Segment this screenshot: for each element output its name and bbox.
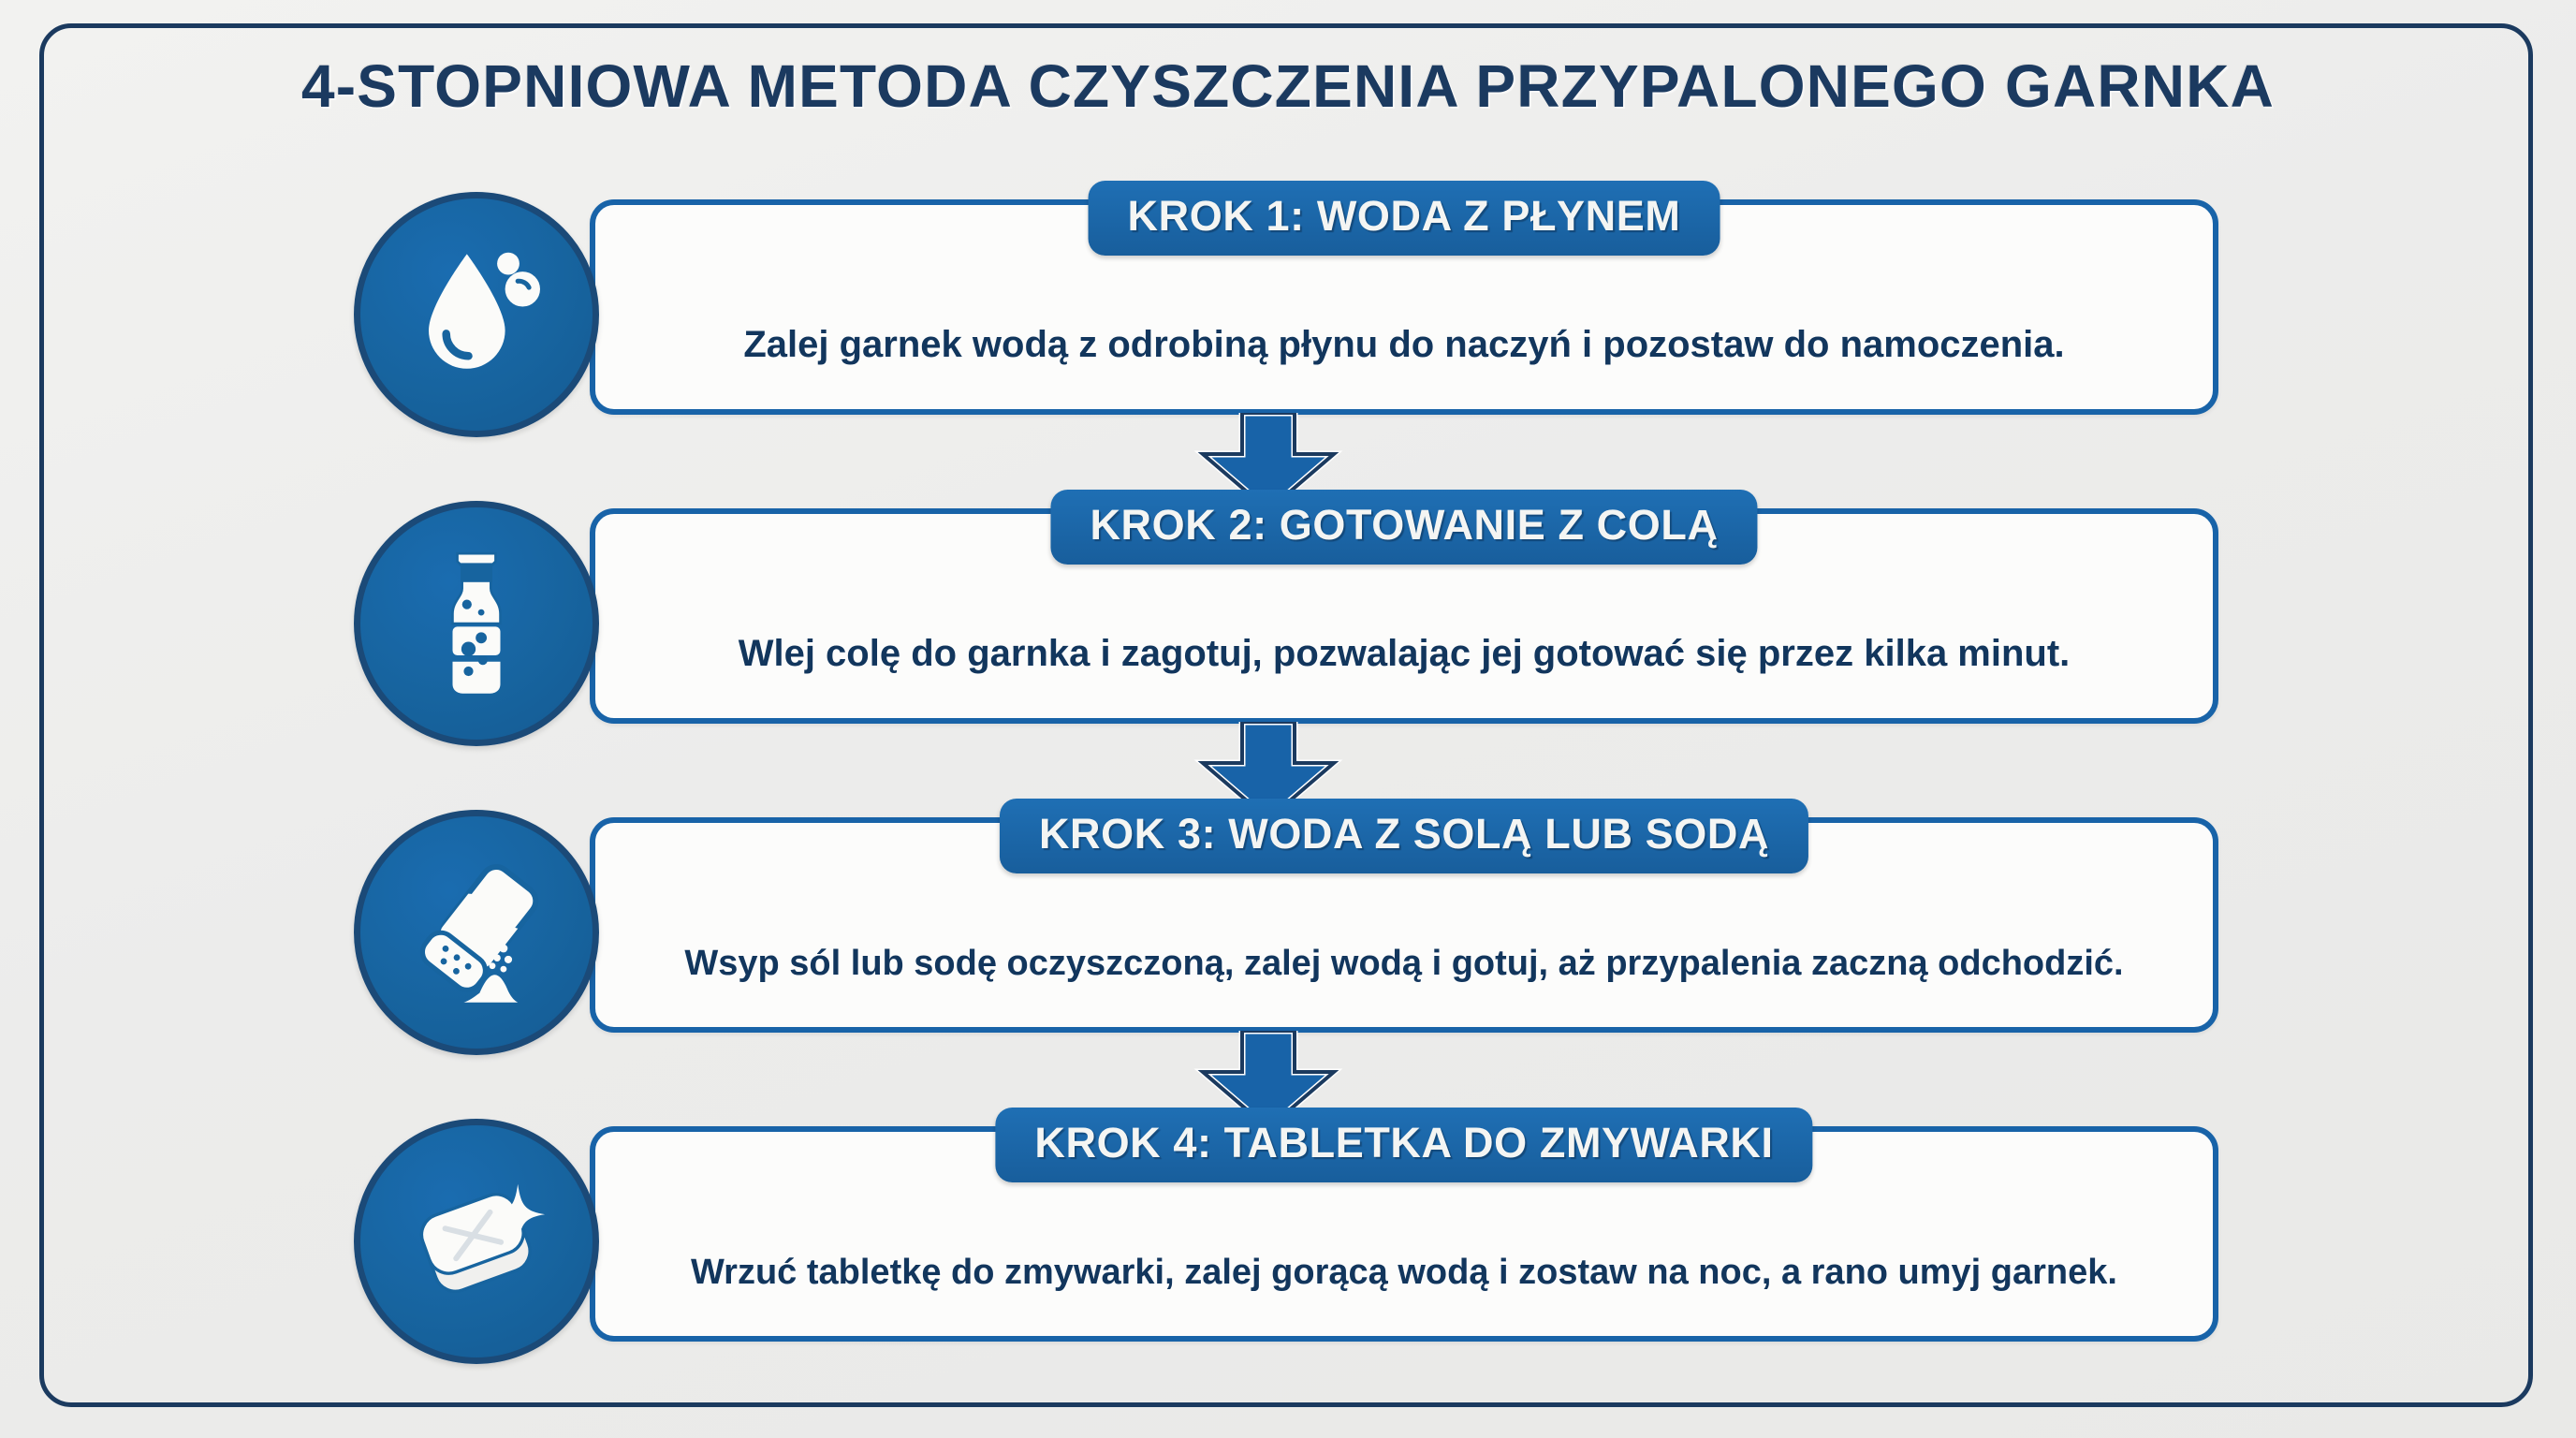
step-icon-circle-2 (354, 501, 599, 746)
step-description-2: Wlej colę do garnka i zagotuj, pozwalając jej gotować się przez kilka minut. (738, 633, 2071, 674)
step-badge-1: KROK 1: WODA Z PŁYNEM (1089, 181, 1720, 256)
step-description-1: Zalej garnek wodą z odrobiną płynu do naczyń i pozostaw do namoczenia. (743, 324, 2065, 365)
steps-list (0, 192, 2576, 1353)
step-card-4 (590, 1119, 2218, 1342)
cola-bottle-icon (397, 544, 556, 703)
step-item-2 (0, 501, 2576, 735)
step-icon-circle-1 (354, 192, 599, 437)
step-badge-3: KROK 3: WODA Z SOLĄ LUB SODĄ (1000, 799, 1808, 873)
step-badge-2: KROK 2: GOTOWANIE Z COLĄ (1050, 490, 1757, 565)
salt-shaker-icon (397, 853, 556, 1012)
step-card-2 (590, 501, 2218, 724)
step-badge-4: KROK 4: TABLETKA DO ZMYWARKI (995, 1108, 1812, 1182)
page-title: 4-STOPNIOWA METODA CZYSZCZENIA PRZYPALONEGO GARNKA (300, 52, 2276, 120)
dishwasher-tablet-icon (397, 1162, 556, 1321)
step-description-4: Wrzuć tabletkę do zmywarki, zalej gorącą wodą i zostaw na noc, a rano umyj garnek. (691, 1253, 2117, 1292)
water-drop-icon (397, 235, 556, 394)
step-item-3 (0, 810, 2576, 1044)
step-icon-circle-4 (354, 1119, 599, 1364)
step-description-3: Wsyp sól lub sodę oczyszczoną, zalej wodą i gotuj, aż przypalenia zaczną odchodzić. (684, 944, 2124, 983)
step-item-1 (0, 192, 2576, 426)
step-icon-circle-3 (354, 810, 599, 1055)
step-card-1 (590, 192, 2218, 415)
step-card-3 (590, 810, 2218, 1033)
step-item-4 (0, 1119, 2576, 1353)
